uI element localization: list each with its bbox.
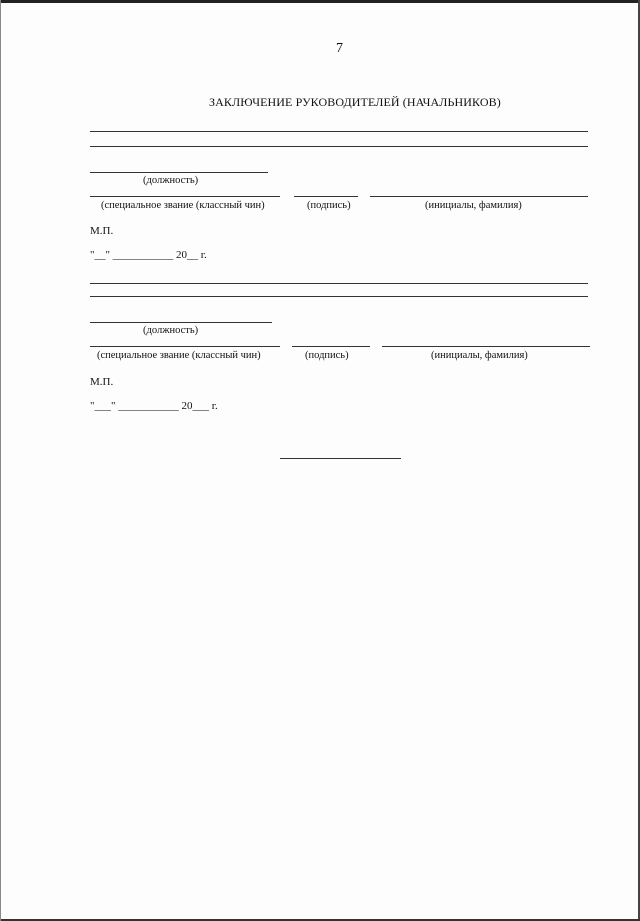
date-line-1: "__" ___________ 20__ г. [90,249,207,261]
signature-line-2 [292,346,370,347]
rank-line-2 [90,346,280,347]
name-line-2 [382,346,590,347]
position-caption-1: (должность) [143,175,199,186]
position-line-2 [90,322,272,323]
conclusion-line-1 [90,131,588,132]
end-separator-line [280,458,401,459]
conclusion-line-4 [90,296,588,297]
page-title: ЗАКЛЮЧЕНИЕ РУКОВОДИТЕЛЕЙ (НАЧАЛЬНИКОВ) [209,95,501,109]
scan-edge-left [0,0,1,921]
position-caption-2: (должность) [143,325,199,336]
page-number: 7 [336,41,343,56]
scan-edge-top [0,0,640,3]
conclusion-line-2 [90,146,588,147]
position-line-1 [90,172,268,173]
conclusion-line-3 [90,283,588,284]
stamp-label-2: М.П. [90,376,114,388]
name-caption-2: (инициалы, фамилия) [431,350,528,361]
name-caption-1: (инициалы, фамилия) [425,200,522,211]
date-line-2: "___" ___________ 20___ г. [90,400,218,412]
signature-caption-2: (подпись) [305,350,349,361]
rank-line-1 [90,196,280,197]
stamp-label-1: М.П. [90,225,114,237]
signature-caption-1: (подпись) [307,200,351,211]
name-line-1 [370,196,588,197]
rank-caption-2: (специальное звание (классный чин) [97,350,261,361]
signature-line-1 [294,196,358,197]
rank-caption-1: (специальное звание (классный чин) [101,200,265,211]
